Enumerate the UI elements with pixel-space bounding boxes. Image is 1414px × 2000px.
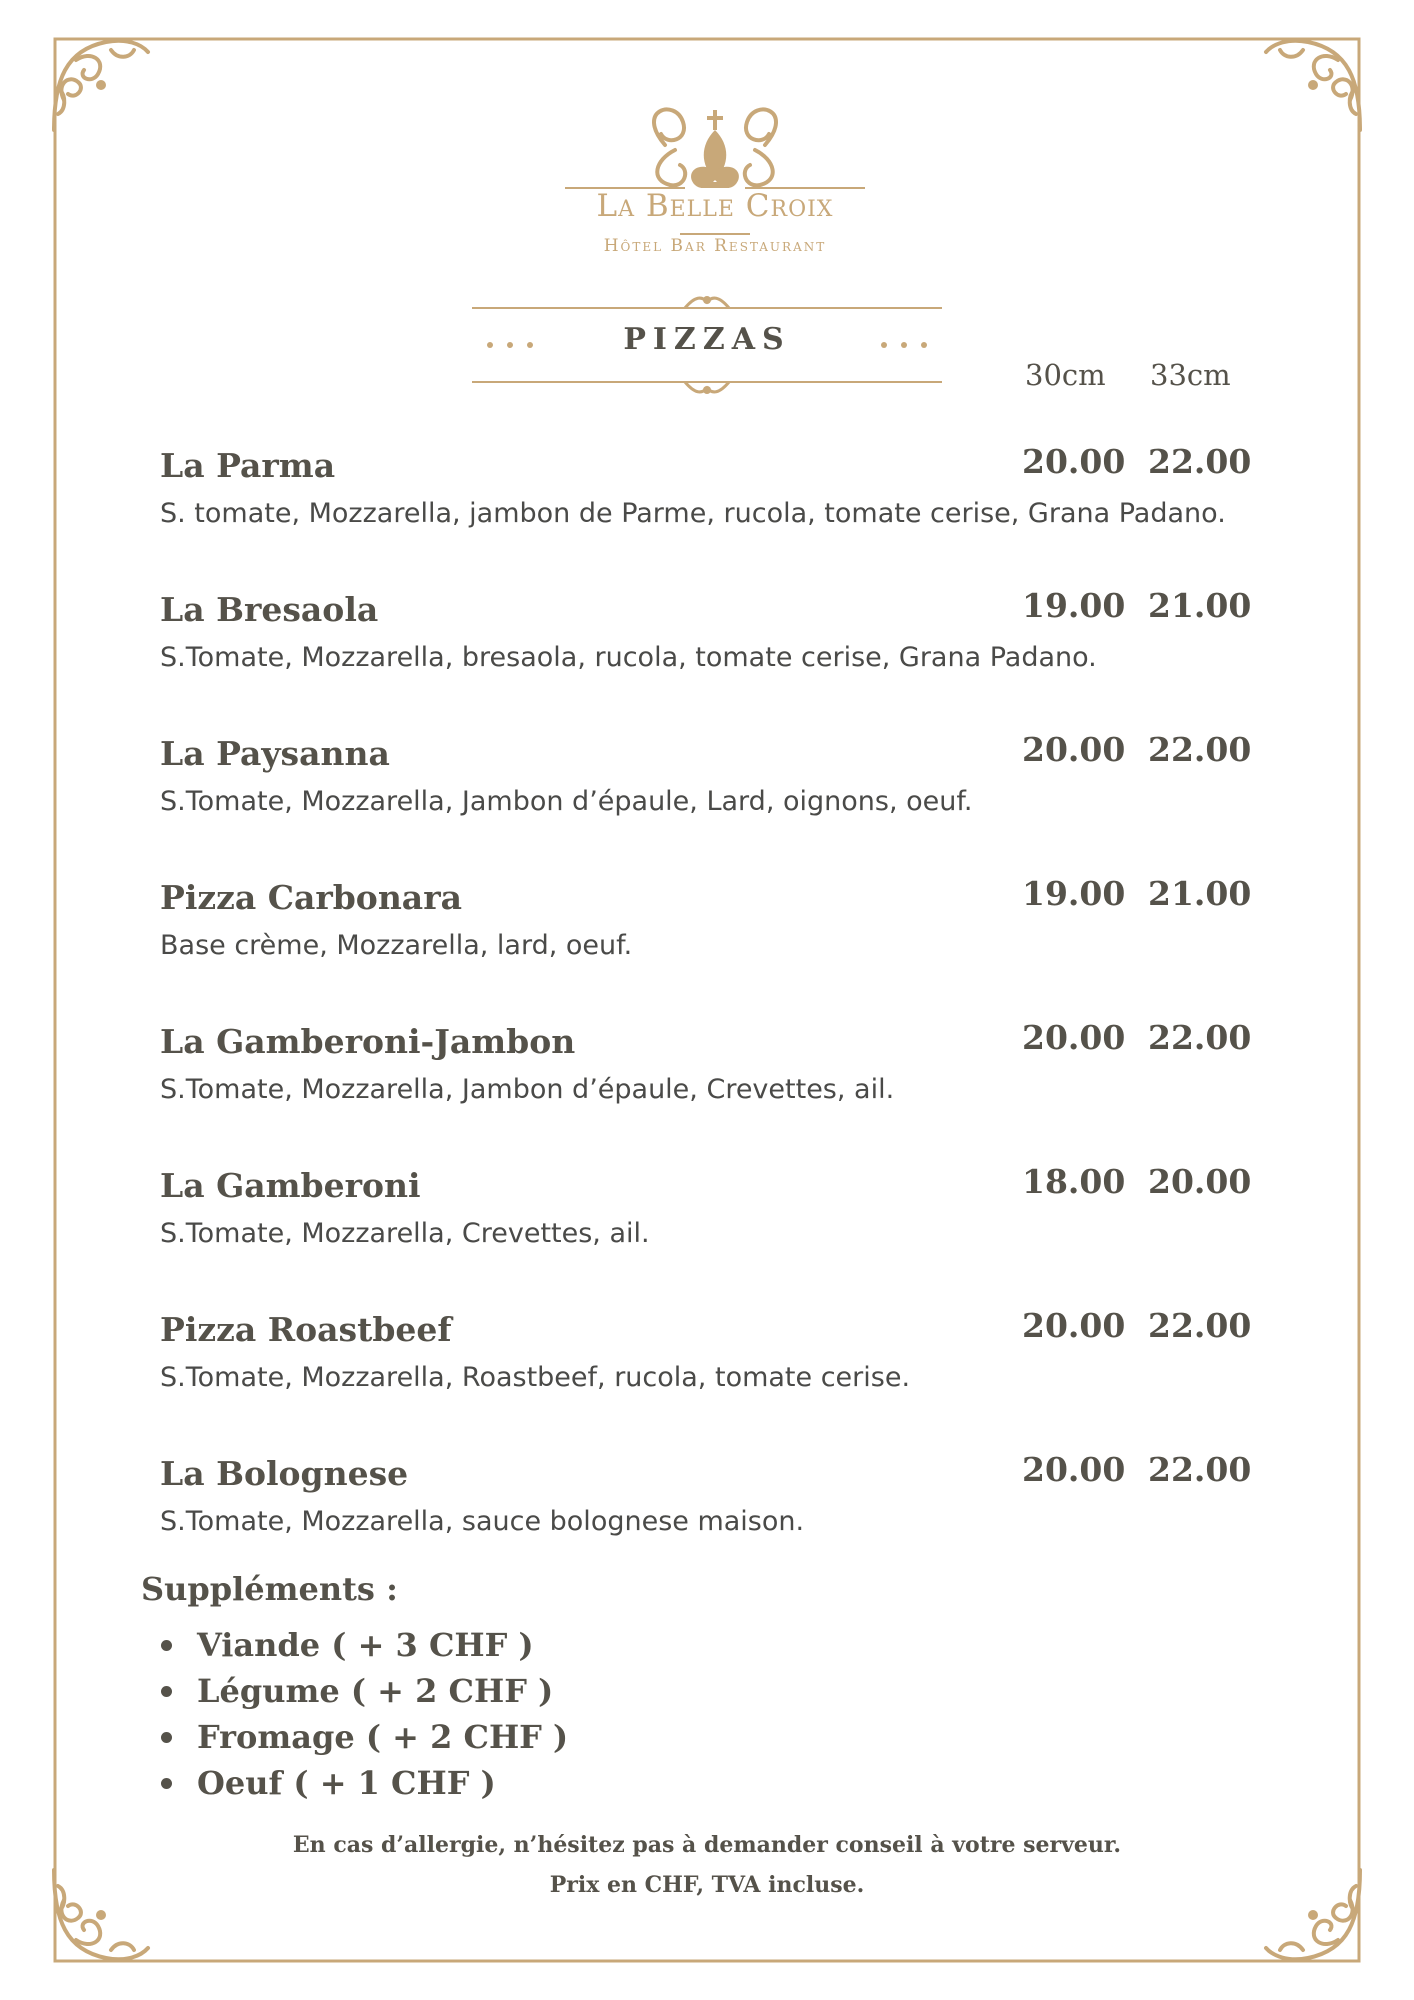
- item-description: Base crème, Mozzarella, lard, oeuf.: [160, 930, 633, 961]
- item-name: La Gamberoni: [160, 1166, 421, 1205]
- price-30cm: 19.00: [1022, 874, 1126, 913]
- item-description: S.Tomate, Mozzarella, Roastbeef, rucola, tomate cerise.: [160, 1362, 911, 1393]
- bullet-icon: [161, 1640, 172, 1651]
- price-30cm: 20.00: [1022, 1306, 1126, 1345]
- menu-item: [160, 730, 1252, 878]
- item-description: S. tomate, Mozzarella, jambon de Parme, rucola, tomate cerise, Grana Padano.: [160, 498, 1226, 529]
- item-name: Pizza Carbonara: [160, 878, 462, 917]
- supplement-label: Légume ( + 2 CHF ): [197, 1672, 554, 1710]
- item-description: S.Tomate, Mozzarella, sauce bolognese maison.: [160, 1506, 805, 1537]
- price-30cm: 20.00: [1022, 1450, 1126, 1489]
- size-header-30cm: 30cm: [1025, 358, 1106, 392]
- size-header-33cm: 33cm: [1150, 358, 1231, 392]
- price-30cm: 20.00: [1022, 730, 1126, 769]
- section-title: PIZZAS: [623, 322, 791, 357]
- menu-item: [160, 1018, 1252, 1166]
- supplements-title: Suppléments :: [141, 1570, 398, 1608]
- price-30cm: 20.00: [1022, 442, 1126, 481]
- menu-item: [160, 874, 1252, 1022]
- corner-ornament-icon: [1258, 30, 1368, 140]
- menu-item: [160, 1306, 1252, 1454]
- item-name: La Bresaola: [160, 590, 379, 629]
- item-description: S.Tomate, Mozzarella, Jambon d’épaule, Lard, oignons, oeuf.: [160, 786, 973, 817]
- brand-name: La Belle Croix: [596, 188, 834, 224]
- price-33cm: 22.00: [1148, 730, 1252, 769]
- item-name: La Bolognese: [160, 1454, 409, 1493]
- supplement-item: [155, 1760, 568, 1806]
- item-description: S.Tomate, Mozzarella, bresaola, rucola, tomate cerise, Grana Padano.: [160, 642, 1097, 673]
- item-name: La Paysanna: [160, 734, 390, 773]
- item-description: S.Tomate, Mozzarella, Jambon d’épaule, Crevettes, ail.: [160, 1074, 895, 1105]
- supplement-item: [155, 1714, 568, 1760]
- item-description: S.Tomate, Mozzarella, Crevettes, ail.: [160, 1218, 650, 1249]
- supplement-item: [155, 1668, 568, 1714]
- menu-item: [160, 586, 1252, 734]
- price-33cm: 22.00: [1148, 1450, 1252, 1489]
- menu-item: [160, 1162, 1252, 1310]
- price-33cm: 22.00: [1148, 442, 1252, 481]
- price-30cm: 20.00: [1022, 1018, 1126, 1057]
- pizza-menu-list: [160, 442, 1252, 1598]
- price-30cm: 18.00: [1022, 1162, 1126, 1201]
- price-33cm: 22.00: [1148, 1018, 1252, 1057]
- menu-item: [160, 442, 1252, 590]
- price-30cm: 19.00: [1022, 586, 1126, 625]
- price-33cm: 20.00: [1148, 1162, 1252, 1201]
- bullet-icon: [161, 1732, 172, 1743]
- price-33cm: 21.00: [1148, 586, 1252, 625]
- item-name: La Gamberoni-Jambon: [160, 1022, 576, 1061]
- bullet-icon: [161, 1686, 172, 1697]
- bullet-icon: [161, 1778, 172, 1789]
- price-33cm: 21.00: [1148, 874, 1252, 913]
- price-note: Prix en CHF, TVA incluse.: [549, 1872, 865, 1898]
- supplement-label: Viande ( + 3 CHF ): [197, 1626, 534, 1664]
- supplements-list: [155, 1622, 568, 1806]
- allergy-note: En cas d’allergie, n’hésitez pas à demander conseil à votre serveur.: [292, 1832, 1122, 1858]
- price-33cm: 22.00: [1148, 1306, 1252, 1345]
- corner-ornament-icon: [46, 30, 156, 140]
- supplement-label: Oeuf ( + 1 CHF ): [197, 1764, 496, 1802]
- supplement-label: Fromage ( + 2 CHF ): [197, 1718, 569, 1756]
- brand-subtitle: Hôtel Bar Restaurant: [603, 236, 827, 256]
- item-name: La Parma: [160, 446, 336, 485]
- supplement-item: [155, 1622, 568, 1668]
- item-name: Pizza Roastbeef: [160, 1310, 452, 1349]
